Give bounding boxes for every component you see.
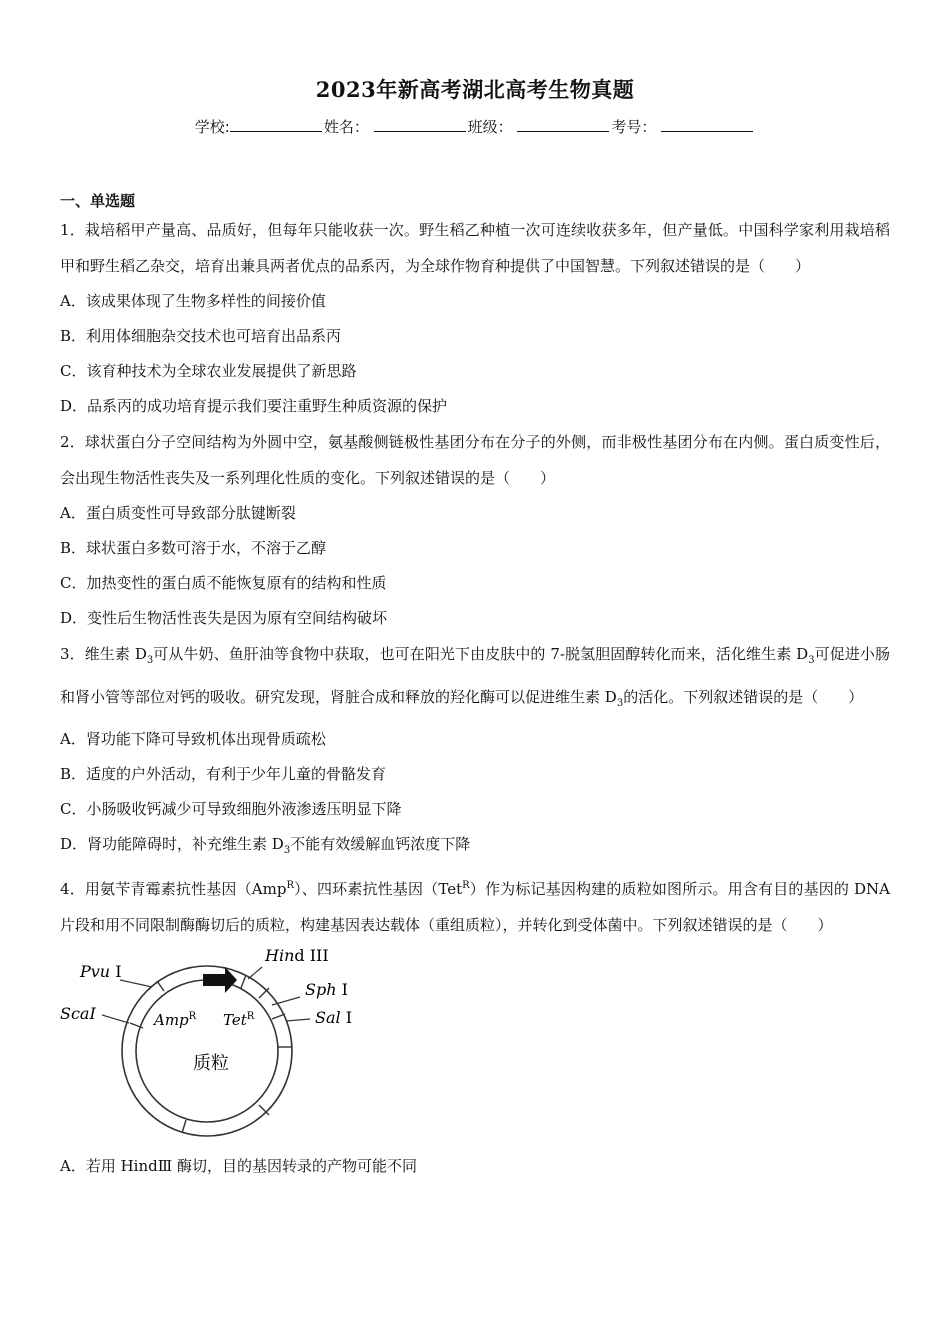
sph-label: [305, 980, 348, 999]
q4-text-2: ）、四环素抗性基因（Tet: [293, 880, 463, 898]
hind-rest: d III: [294, 947, 329, 965]
plasmid-center-label: 质粒: [193, 1053, 229, 1074]
sca-label: ScaI: [60, 1004, 96, 1023]
name-label: 姓名：: [323, 118, 369, 136]
student-info-line: [0, 116, 950, 137]
question-1-option-d: D．品系丙的成功培育提示我们要注重野生种质资源的保护: [60, 397, 448, 415]
question-1-option-a: A．该成果体现了生物多样性的间接价值: [60, 292, 326, 310]
q4-sup-2: R: [462, 880, 470, 891]
question-1-option-b: B．利用体细胞杂交技术也可培育出品系丙: [60, 327, 342, 345]
amp-label: [152, 1011, 197, 1029]
pvu-label: [79, 962, 122, 981]
divider-3: [241, 975, 246, 988]
question-2: [60, 424, 890, 636]
question-3-stem: [60, 636, 890, 722]
question-2-option-b: B．球状蛋白多数可溶于水，不溶于乙醇: [60, 539, 327, 557]
sph-italic: Sph: [305, 980, 337, 999]
question-3: [60, 636, 890, 868]
question-4-stem: [60, 868, 890, 943]
q3-text-2: 可从牛奶、鱼肝油等食物中获取，也可在阳光下由皮肤中的 7-脱氢胆固醇转化而来，活化维生素 D: [153, 645, 809, 663]
q3-sub-2: 3: [808, 655, 815, 666]
q3-text-3: 可促进小肠和肾小管等部位对钙的吸收。研究发现，肾脏合成和释放的羟化酶可以促进维生素 D: [60, 645, 890, 706]
question-3-option-c: C．小肠吸收钙减少可导致细胞外液渗透压明显下降: [60, 800, 402, 818]
exam-no-label: 考号：: [611, 118, 657, 136]
sal-italic: Sal: [315, 1008, 341, 1027]
school-label: 学校:: [194, 118, 230, 136]
pvu-italic: Pvu: [80, 962, 111, 981]
hind-callout: [248, 967, 262, 979]
plasmid-inner-ring: [136, 980, 278, 1122]
plasmid-svg: [60, 947, 440, 1137]
q4-text-1: 4．用氨苄青霉素抗性基因（Amp: [60, 880, 287, 898]
tet-label: [223, 1011, 255, 1029]
tet-text: Tet: [223, 1011, 247, 1029]
tet-sup: R: [246, 1011, 255, 1022]
pvu-num: I: [110, 962, 122, 981]
question-1-stem: 1．栽培稻甲产量高、品质好，但每年只能收获一次。野生稻乙种植一次可连续收获多年，但产量低。中国科学家利用栽培稻甲和野生稻乙杂交，培育出兼具两者优点的品系丙，为全球作物育种提供了中国智慧。下列叙述错误的是（ ）: [60, 221, 890, 275]
question-4-option-a: A．若用 HindⅢ 酶切，目的基因转录的产物可能不同: [60, 1157, 417, 1175]
question-3-option-a: A．肾功能下降可导致机体出现骨质疏松: [60, 730, 326, 748]
hind-label: [264, 947, 329, 965]
sal-callout: [286, 1019, 310, 1021]
divider-1: [157, 981, 164, 991]
school-blank[interactable]: [230, 117, 322, 132]
question-1: [60, 212, 890, 424]
question-2-option-a: A．蛋白质变性可导致部分肽键断裂: [60, 504, 296, 522]
sal-label: [315, 1008, 352, 1027]
exam-no-blank[interactable]: [661, 117, 753, 132]
section-heading: 一、单选题: [60, 192, 136, 210]
page-title: 2023年新高考湖北高考生物真题: [315, 77, 635, 102]
divider-5: [272, 1014, 285, 1019]
plasmid-diagram: [60, 947, 440, 1137]
sph-num: I: [336, 980, 348, 999]
question-2-stem: 2．球状蛋白分子空间结构为外圆中空，氨基酸侧链极性基团分布在分子的外侧，而非极性基团分布在内侧。蛋白质变性后，会出现生物活性丧失及一系列理化性质的变化。下列叙述错误的是（ ）: [60, 433, 890, 487]
q4-text-3: ）作为标记基因构建的质粒如图所示。用含有目的基因的 DNA 片段和用不同限制酶酶切后的质粒，构建基因表达载体（重组质粒），并转化到受体菌中。下列叙述错误的是（ ）: [60, 880, 891, 934]
question-3-option-d: [60, 827, 890, 868]
amp-sup: R: [188, 1011, 197, 1022]
q3-text-1: 3．维生素 D: [60, 645, 147, 663]
question-4: [60, 868, 890, 1184]
hind-italic: Hin: [265, 947, 295, 965]
divider-8: [182, 1120, 186, 1133]
q3-sub-3: 3: [616, 698, 624, 709]
q3-sub-1: 3: [146, 655, 154, 666]
question-2-option-d: D．变性后生物活性丧失是因为原有空间结构破坏: [60, 609, 388, 627]
amp-text: Amp: [154, 1011, 189, 1029]
q3-d-sub: 3: [283, 845, 291, 856]
q3-d-text-1: D．肾功能障碍时，补充维生素 D: [60, 835, 284, 853]
plasmid-outer-ring: [122, 966, 292, 1136]
promoter-arrow-icon: [203, 967, 237, 993]
question-2-option-c: C．加热变性的蛋白质不能恢复原有的结构和性质: [60, 574, 387, 592]
q3-d-text-2: 不能有效缓解血钙浓度下降: [290, 835, 471, 853]
pvu-callout: [120, 980, 152, 987]
class-label: 班级：: [467, 118, 513, 136]
q3-text-4: 的活化。下列叙述错误的是（ ）: [623, 688, 864, 706]
sal-num: I: [340, 1008, 353, 1027]
name-blank[interactable]: [374, 117, 466, 132]
question-list: [60, 212, 890, 1184]
q4-sup-1: R: [286, 880, 294, 891]
class-blank[interactable]: [517, 117, 609, 132]
question-3-option-b: B．适度的户外活动，有利于少年儿童的骨骼发育: [60, 765, 387, 783]
divider-4: [259, 988, 269, 998]
sca-callout: [102, 1015, 129, 1023]
question-1-option-c: C．该育种技术为全球农业发展提供了新思路: [60, 362, 357, 380]
